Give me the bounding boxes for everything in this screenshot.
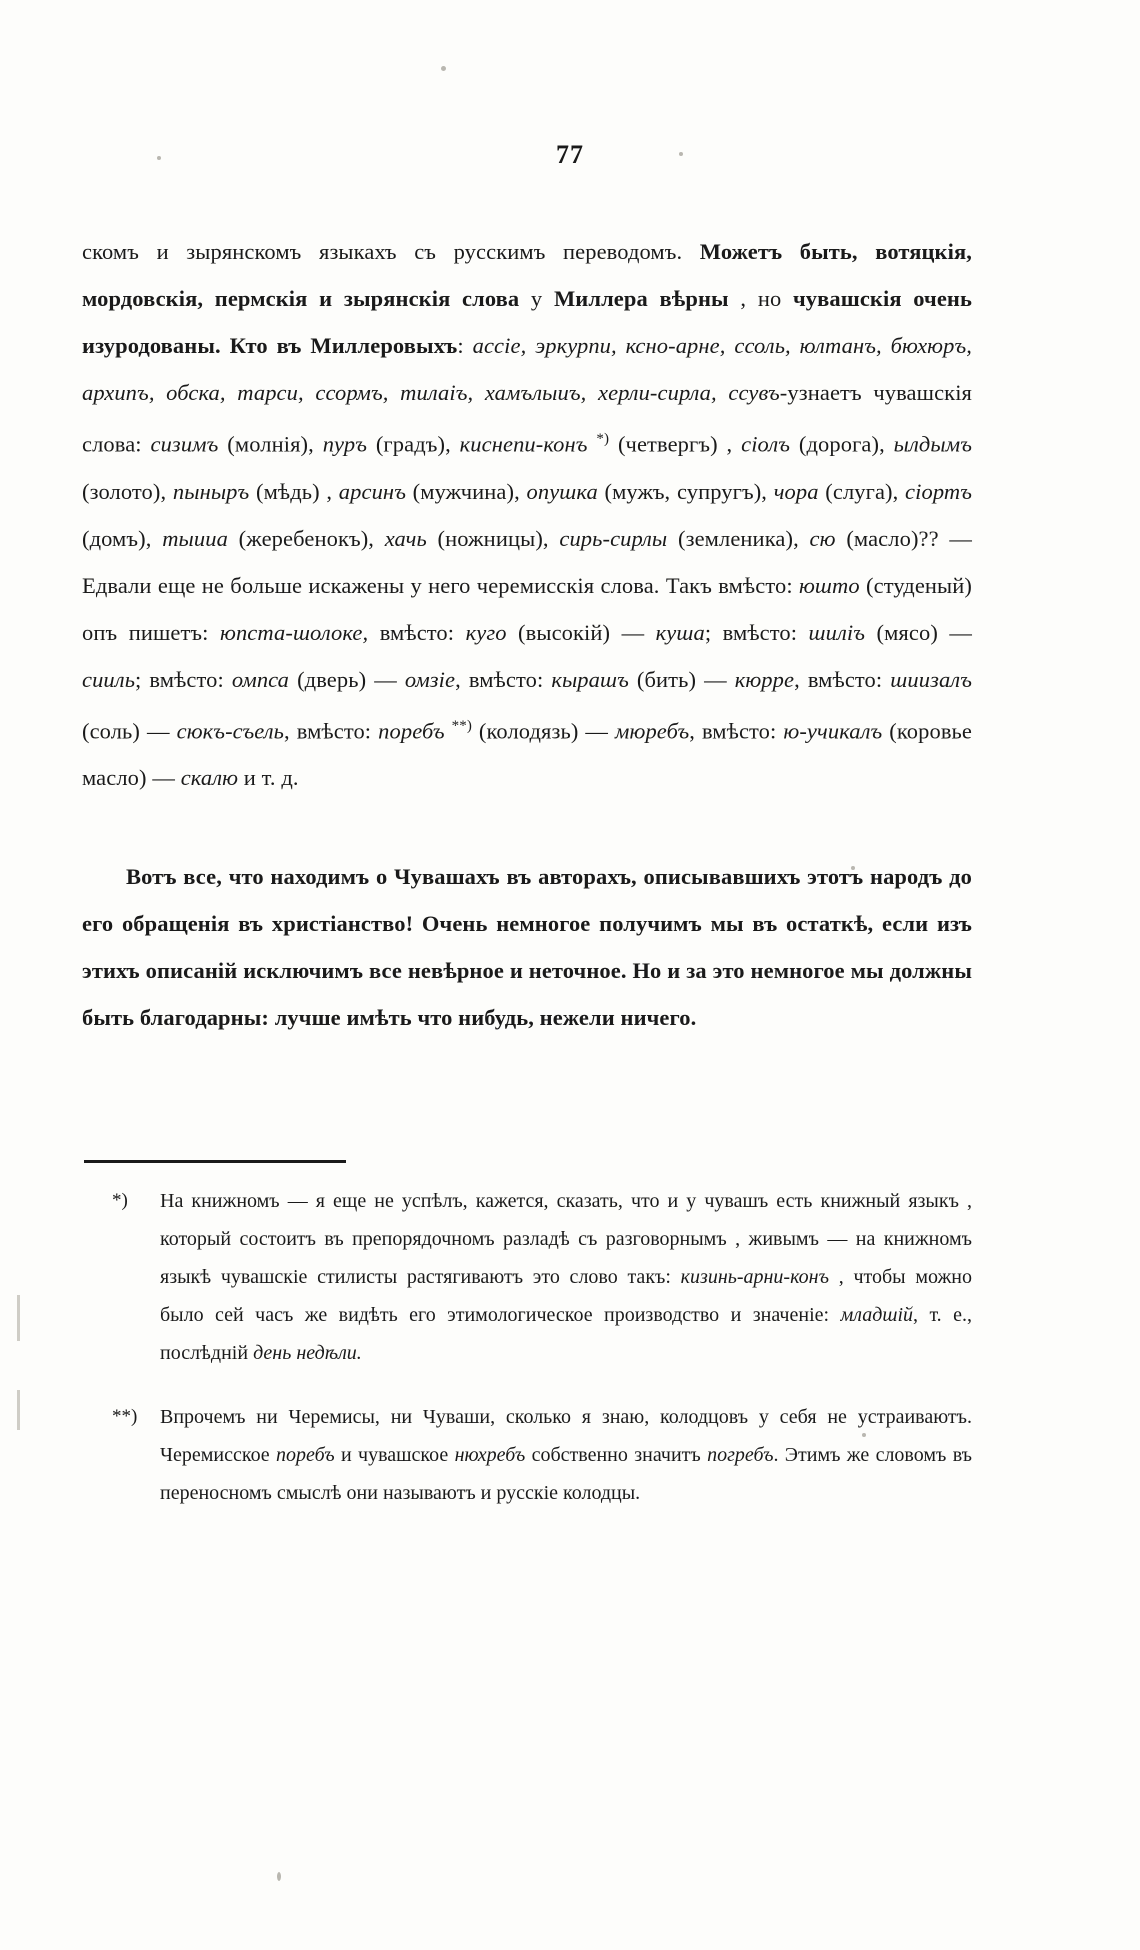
footnote-marker: *) xyxy=(112,1190,128,1211)
scan-edge-mark xyxy=(17,1390,20,1430)
paragraph-main: скомъ и зырянскомъ языкахъ съ русскимъ переводомъ. Можетъ быть, вотяцкія, мордовскія, пермскія и зырянскія слова у Миллера вѣрны , но чувашскія очень изуродованы. Кто въ Миллеровыхъ: acciе, эркурпи, ксно-арне, ссоль, юлтанъ, бюхюръ, архипъ, обска, тарси, ссормъ, тилаіъ, хамълыиъ, херли-сирла, ссувъ-узнаетъ чувашскія слова: сизимъ (молнія), пуръ (градъ), киснепи-конъ *) (четвергъ) , сіолъ (дорога), ылдымъ (золото), пыныръ (мѣдь) , арсинъ (мужчина), опушка (мужъ, супругъ), чора (слуга), сіортъ (домъ), тыииа (жеребенокъ), хачь (ножницы), сирь-сирлы (земленика), сю (масло)?? — Едвали еще не больше искажены у него черемисскія слова. Такъ вмѣсто: юшто (студеный) опъ пишетъ: юпста-шолоке, вмѣсто: куго (высокій) — куша; вмѣсто: шиліъ (мясо) — сииль; вмѣсто: омпса (дверь) — омзіе, вмѣсто: кырашъ (бить) — кюрре, вмѣсто: шиизалъ (соль) — сюкъ-съель, вмѣсто: поребъ **) (колодязь) — мюребъ, вмѣсто: ю-учикалъ (коровье масло) — скалю и т. д. xyxy=(82,239,973,790)
footnote-text: Впрочемъ ни Черемисы, ни Чуваши, сколько я знаю, колодцовъ у себя не устраиваютъ. Черемисское поребъ и чувашское нюхребъ собственно значитъ погребъ. Этимъ же словомъ въ переносномъ смыслѣ они называютъ и русскіе колодцы. xyxy=(160,1406,972,1504)
footnotes-block xyxy=(112,1182,972,1538)
footnote-marker: **) xyxy=(112,1406,138,1427)
scan-speck xyxy=(277,1872,281,1881)
footnote-text: На книжномъ — я еще не успѣлъ, кажется, сказать, что и у чувашъ есть книжный языкъ , который состоитъ въ препорядочномъ разладѣ съ разговорнымъ , живымъ — на книжномъ языкѣ чувашскіе стилисты растягиваютъ это слово такъ: кизинь-арни-конъ , чтобы можно было сей часъ же видѣть его этимологическое производство и значеніе: младшій, т. е., послѣдній день недѣли. xyxy=(160,1190,972,1364)
page-number: 77 xyxy=(556,140,584,169)
paragraph-summary: Вотъ все, что находимъ о Чувашахъ въ авторахъ, описывавшихъ этотъ народъ до его обращенія въ христіанство! Очень немногое получимъ мы въ остаткѣ, если изъ этихъ описаній исключимъ все невѣрное и неточное. Но и за это немногое мы должны быть благодарны: лучше имѣть что нибудь, нежели ничего. xyxy=(82,864,972,1030)
page-body xyxy=(82,228,972,1041)
scan-edge-mark xyxy=(17,1295,20,1341)
footnote-item xyxy=(112,1182,972,1372)
footnote-separator-rule xyxy=(84,1160,346,1163)
footnote-item xyxy=(112,1398,972,1512)
scan-speck xyxy=(441,66,446,71)
